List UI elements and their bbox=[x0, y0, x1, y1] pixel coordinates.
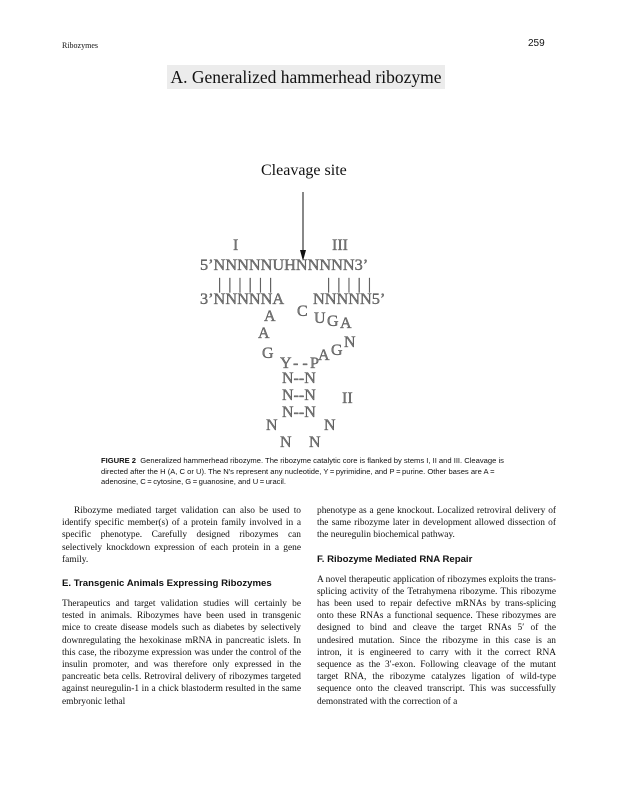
body-paragraph: Ribozyme mediated target validation can also be used to identify specific member(s) of a protein family involved in a specific phenotype. Carefully designed ribozymes can selectively knockdown expression of each protein in a gene family. bbox=[62, 506, 301, 565]
left-column bbox=[62, 505, 301, 708]
core-base-a-2: A bbox=[340, 315, 352, 332]
stem-iii-label: III bbox=[332, 237, 348, 254]
core-base-a: A bbox=[264, 308, 276, 325]
cleavage-arrow-icon bbox=[300, 192, 306, 262]
caption-label: FIGURE 2 bbox=[101, 456, 137, 465]
stem-ii-dash: - - bbox=[293, 355, 308, 372]
cleavage-site-label: Cleavage site bbox=[261, 162, 347, 179]
body-paragraph: A novel therapeutic application of ribozymes exploits the trans-splicing activity of the Tetrahymena ribozyme. This ribozyme has been used to repair defective mRNAs by trans-splicing onto these RNAs a functional sequence. These ribozymes are designed to bind and cleave the target RNAs 5′ of the undesired mutation. Since the ribozyme in this case is an intron, it is engineered to carry with it the correct RNA sequence as the 3′-exon. Following cleavage of the mutant target RNA, the ribozyme catalyzes ligation of wild-type sequence onto the cleaved transcript. This was successfully demonstrated with the correction of a bbox=[317, 574, 556, 707]
loop-ii-base: N bbox=[309, 434, 321, 451]
body-paragraph: Therapeutics and target validation studies will certainly be tested in animals. Ribozymes have been used in transgenic mice to create disease models such as diabetes by selectively downregulating the hexokinase mRNA in pancreatic islets. In this case, the ribozyme expression was under the control of the insulin promoter, and was therefore only expressed in the pancreatic beta cells. Retroviral delivery of ribozymes targeted against neuregulin-1 in a chick blastoderm resulted in the same embryonic lethal bbox=[62, 599, 301, 707]
page-number: 259 bbox=[528, 38, 545, 49]
stem-ii-pair: N--N bbox=[282, 370, 316, 387]
core-base-g-2: G bbox=[331, 342, 343, 359]
loop-ii-base: N bbox=[266, 417, 278, 434]
figure-caption bbox=[101, 456, 521, 488]
core-base-u: U bbox=[314, 310, 326, 327]
loop-ii-base: N bbox=[324, 417, 336, 434]
figure-panel-title: A. Generalized hammerhead ribozyme bbox=[167, 65, 445, 89]
core-base-g-3: G bbox=[262, 345, 274, 362]
stem-ii-pair: N--N bbox=[282, 404, 316, 421]
stem-i-label: I bbox=[233, 237, 239, 254]
section-heading-f: F. Ribozyme Mediated RNA Repair bbox=[317, 553, 473, 565]
ribozyme-strand-left: 3’NNNNNA bbox=[200, 289, 285, 308]
loop-ii-base: N bbox=[280, 434, 292, 451]
running-title: Ribozymes bbox=[62, 41, 98, 50]
stem-ii-base-p: P bbox=[310, 355, 319, 372]
stem-i-base-pairs: | | | | | | bbox=[218, 276, 273, 293]
stem-ii-pair: N--N bbox=[282, 387, 316, 404]
core-base-n: N bbox=[344, 334, 356, 351]
body-paragraph: phenotype as a gene knockout. Localized retroviral delivery of the same ribozyme later in development allowed dissection of the neuregulin biochemical pathway. bbox=[317, 506, 556, 541]
core-base-a-4: A bbox=[318, 347, 330, 364]
stem-iii-base-pairs: | | | | | bbox=[327, 276, 372, 293]
core-base-g: G bbox=[327, 313, 339, 330]
right-column bbox=[317, 505, 556, 708]
core-base-c: C bbox=[297, 303, 308, 320]
stem-ii-base-y: Y bbox=[280, 355, 292, 372]
section-heading-e: E. Transgenic Animals Expressing Ribozymes bbox=[62, 578, 272, 590]
stem-ii-label: II bbox=[342, 390, 353, 407]
substrate-strand: 5’NNNNNUHNNNNN3’ bbox=[200, 255, 369, 274]
ribozyme-strand-right: NNNNN5’ bbox=[313, 289, 386, 308]
core-base-a-3: A bbox=[258, 325, 270, 342]
caption-text: Generalized hammerhead ribozyme. The ribozyme catalytic core is flanked by stems I, II and III. Cleavage is directed after the H (A, C or U). The N's represent any nucleotide, Y = pyrimidine, and P = purine. Other bases are A = adenosine, C = cytosine, G = guanosine, and U = uracil. bbox=[101, 456, 504, 486]
